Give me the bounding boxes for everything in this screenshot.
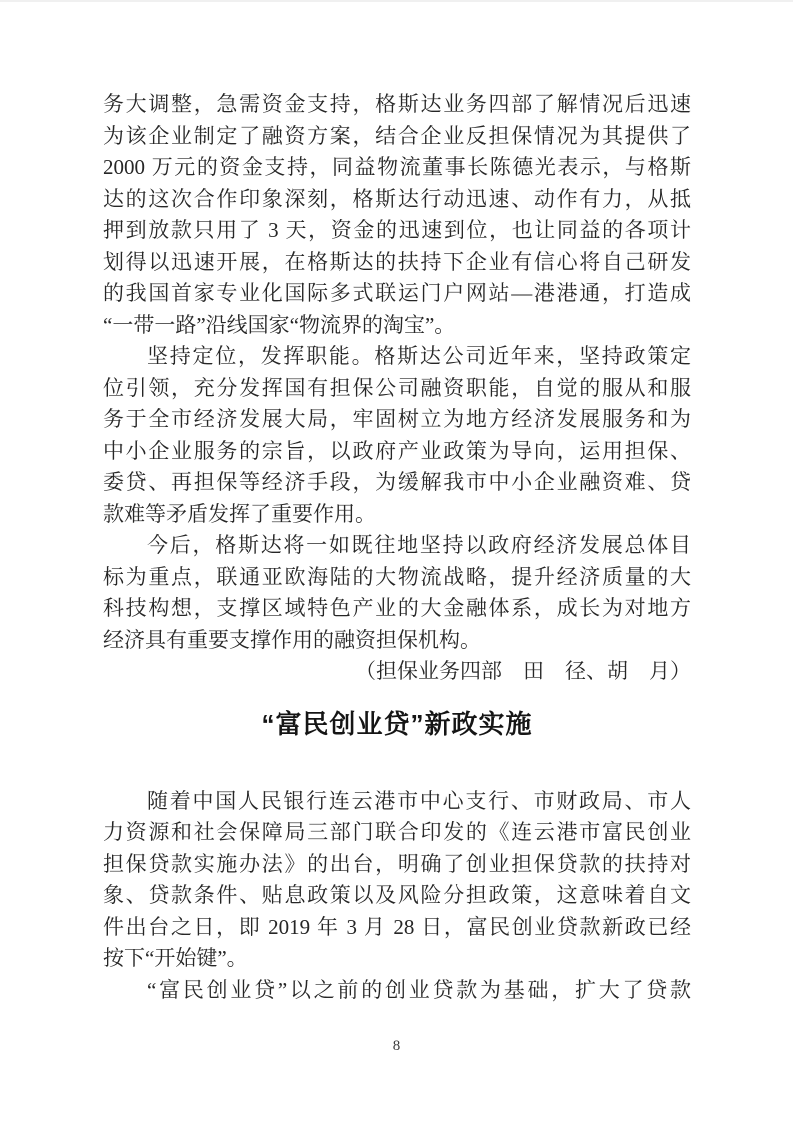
text-column <box>103 89 691 1006</box>
text-line: 按下“开始键”。 <box>103 946 248 970</box>
text-line: “一带一路”沿线国家“物流界的淘宝”。 <box>103 312 456 337</box>
text-line: 务于全市经济发展大局，牢固树立为地方经济发展服务和为 <box>103 407 691 431</box>
text-line: 务大调整，急需资金支持，格斯达业务四部了解情况后迅速 <box>103 92 691 116</box>
text-line: 担保贷款实施办法》的出台，明确了创业担保贷款的扶持对 <box>103 851 691 876</box>
paragraph-5 <box>103 975 691 1007</box>
text-line: 的我国首家专业化国际多式联运门户网站—港港通，打造成 <box>103 281 691 305</box>
paragraph-2 <box>103 341 691 530</box>
text-line: 标为重点，联通亚欧海陆的大物流战略，提升经济质量的大 <box>103 564 691 589</box>
text-line: 件出台之日，即 2019 年 3 月 28 日，富民创业贷款新政已经 <box>103 914 691 939</box>
text-line: 坚持定位，发挥职能。格斯达公司近年来，坚持政策定 <box>147 344 691 368</box>
text-line: “富民创业贷”以之前的创业贷款为基础，扩大了贷款 <box>147 977 691 1002</box>
text-line: 划得以迅速开展，在格斯达的扶持下企业有信心将自己研发 <box>103 249 691 274</box>
article-guarantee-section <box>103 89 691 688</box>
text-line: 2000 万元的资金支持，同益物流董事长陈德光表示，与格斯 <box>103 155 691 179</box>
article-title: “富民创业贷”新政实施 <box>261 708 533 739</box>
text-line: 委贷、再担保等经济手段，为缓解我市中小企业融资难、贷 <box>103 470 691 494</box>
text-line: 位引领，充分发挥国有担保公司融资职能，自觉的服从和服 <box>103 375 691 400</box>
text-line: 科技构想，支撑区域特色产业的大金融体系，成长为对地方 <box>103 596 691 620</box>
text-line: 随着中国人民银行连云港市中心支行、市财政局、市人 <box>147 788 691 813</box>
text-line: 中小企业服务的宗旨，以政府产业政策为导向，运用担保、 <box>103 438 691 463</box>
text-line: 款难等矛盾发挥了重要作用。 <box>103 501 376 526</box>
paragraph-3 <box>103 530 691 656</box>
paragraph-1 <box>103 89 691 341</box>
text-line: 达的这次合作印象深刻，格斯达行动迅速、动作有力，从抵 <box>103 186 691 211</box>
page-number: 8 <box>392 1038 401 1054</box>
text-line: 今后，格斯达将一如既往地坚持以政府经济发展总体目 <box>147 533 691 557</box>
text-line: 为该企业制定了融资方案，结合企业反担保情况为其提供了 <box>103 123 691 148</box>
text-line: 经济具有重要支撑作用的融资担保机构。 <box>103 627 481 652</box>
article-fumin-section <box>103 786 691 1007</box>
byline: （担保业务四部 田 径、胡 月） <box>355 659 691 683</box>
text-line: 象、贷款条件、贴息政策以及风险分担政策，这意味着自文 <box>103 883 691 907</box>
text-line: 押到放款只用了 3 天，资金的迅速到位，也让同益的各项计 <box>103 218 691 242</box>
paragraph-4 <box>103 786 691 975</box>
text-line: 力资源和社会保障局三部门联合印发的《连云港市富民创业 <box>103 820 691 844</box>
